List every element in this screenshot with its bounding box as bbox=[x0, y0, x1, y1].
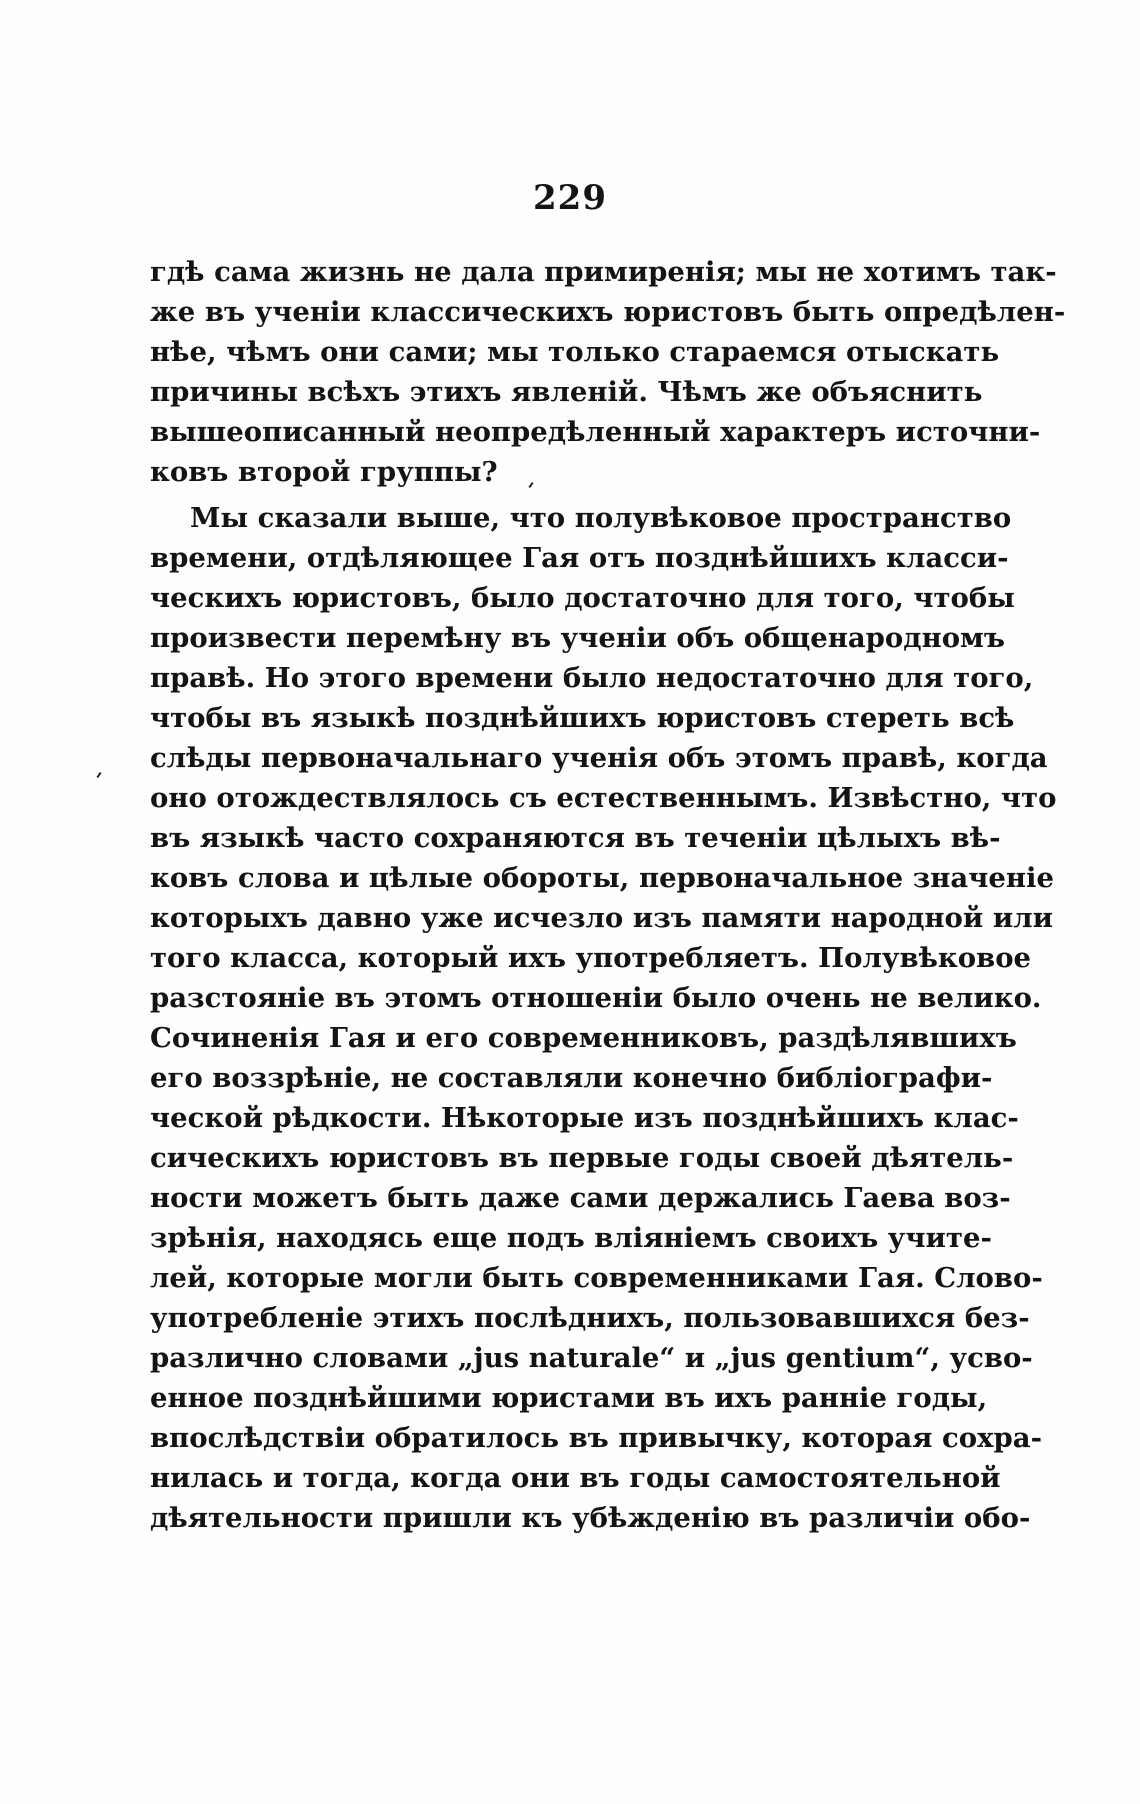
text-line: причины всѣхъ этихъ явленій. Чѣмъ же объяснить bbox=[150, 376, 983, 408]
ink-mark bbox=[96, 772, 101, 778]
text-line: гдѣ сама жизнь не дала примиренія; мы не хотимъ так- bbox=[150, 256, 1057, 288]
text-line: сическихъ юристовъ въ первые годы своей дѣятель- bbox=[150, 1142, 1014, 1174]
text-line: оно отождествлялось съ естественнымъ. Извѣстно, что bbox=[150, 782, 1057, 814]
text-line: слѣды первоначальнаго ученія объ этомъ правѣ, когда bbox=[150, 742, 1048, 774]
text-line: различно словами „jus naturale“ и „jus gentium“, усво- bbox=[150, 1342, 1033, 1374]
text-line: Мы сказали выше, что полувѣковое пространство bbox=[190, 502, 1012, 534]
paragraph bbox=[150, 252, 1066, 492]
text-line: нѣе, чѣмъ они сами; мы только стараемся отыскать bbox=[150, 336, 1000, 368]
text-line: того класса, который ихъ употребляетъ. Полувѣковое bbox=[150, 942, 1032, 974]
text-line: енное позднѣйшими юристами въ ихъ ранніе годы, bbox=[150, 1382, 988, 1414]
text-line: вышеописанный неопредѣленный характеръ источни- bbox=[150, 416, 1041, 448]
text-line: въ языкѣ часто сохраняются въ теченіи цѣлыхъ вѣ- bbox=[150, 822, 1001, 854]
text-line: впослѣдствіи обратилось въ привычку, которая сохра- bbox=[150, 1422, 1042, 1454]
text-line: ковъ второй группы? bbox=[150, 456, 498, 488]
text-line: дѣятельности пришли къ убѣжденію въ различіи обо- bbox=[150, 1502, 1031, 1534]
paragraph bbox=[150, 498, 1057, 1538]
text-line: времени, отдѣляющее Гая отъ позднѣйшихъ класси- bbox=[150, 542, 1009, 574]
page-number: 229 bbox=[533, 178, 607, 218]
text-line: употребленіе этихъ послѣднихъ, пользовавшихся без- bbox=[150, 1302, 1030, 1334]
text-line: ковъ слова и цѣлые обороты, первоначальное значеніе bbox=[150, 862, 1054, 894]
text-line: ческой рѣдкости. Нѣкоторые изъ позднѣйшихъ клас- bbox=[150, 1102, 1019, 1134]
text-line: разстояніе въ этомъ отношеніи было очень не велико. bbox=[150, 982, 1042, 1014]
text-line: ности можетъ быть даже сами держались Гаева воз- bbox=[150, 1182, 1011, 1214]
text-line: произвести перемѣну въ ученіи объ общенародномъ bbox=[150, 622, 1006, 654]
text-line: Сочиненія Гая и его современниковъ, раздѣлявшихъ bbox=[150, 1022, 1017, 1054]
text-line: лей, которые могли быть современниками Гая. Слово- bbox=[150, 1262, 1043, 1294]
text-line: же въ ученіи классическихъ юристовъ быть опредѣлен- bbox=[150, 296, 1066, 328]
text-line: правѣ. Но этого времени было недостаточно для того, bbox=[150, 662, 1034, 694]
text-line: его воззрѣніе, не составляли конечно библіографи- bbox=[150, 1062, 993, 1094]
text-line: зрѣнія, находясь еще подъ вліяніемъ своихъ учите- bbox=[150, 1222, 992, 1254]
text-line: ческихъ юристовъ, было достаточно для того, чтобы bbox=[150, 582, 1015, 614]
text-line: нилась и тогда, когда они въ годы самостоятельной bbox=[150, 1462, 1001, 1494]
text-line: которыхъ давно уже исчезло изъ памяти народной или bbox=[150, 902, 1054, 934]
body-text bbox=[150, 252, 1066, 1538]
text-line: чтобы въ языкѣ позднѣйшихъ юристовъ стереть всѣ bbox=[150, 702, 1015, 734]
